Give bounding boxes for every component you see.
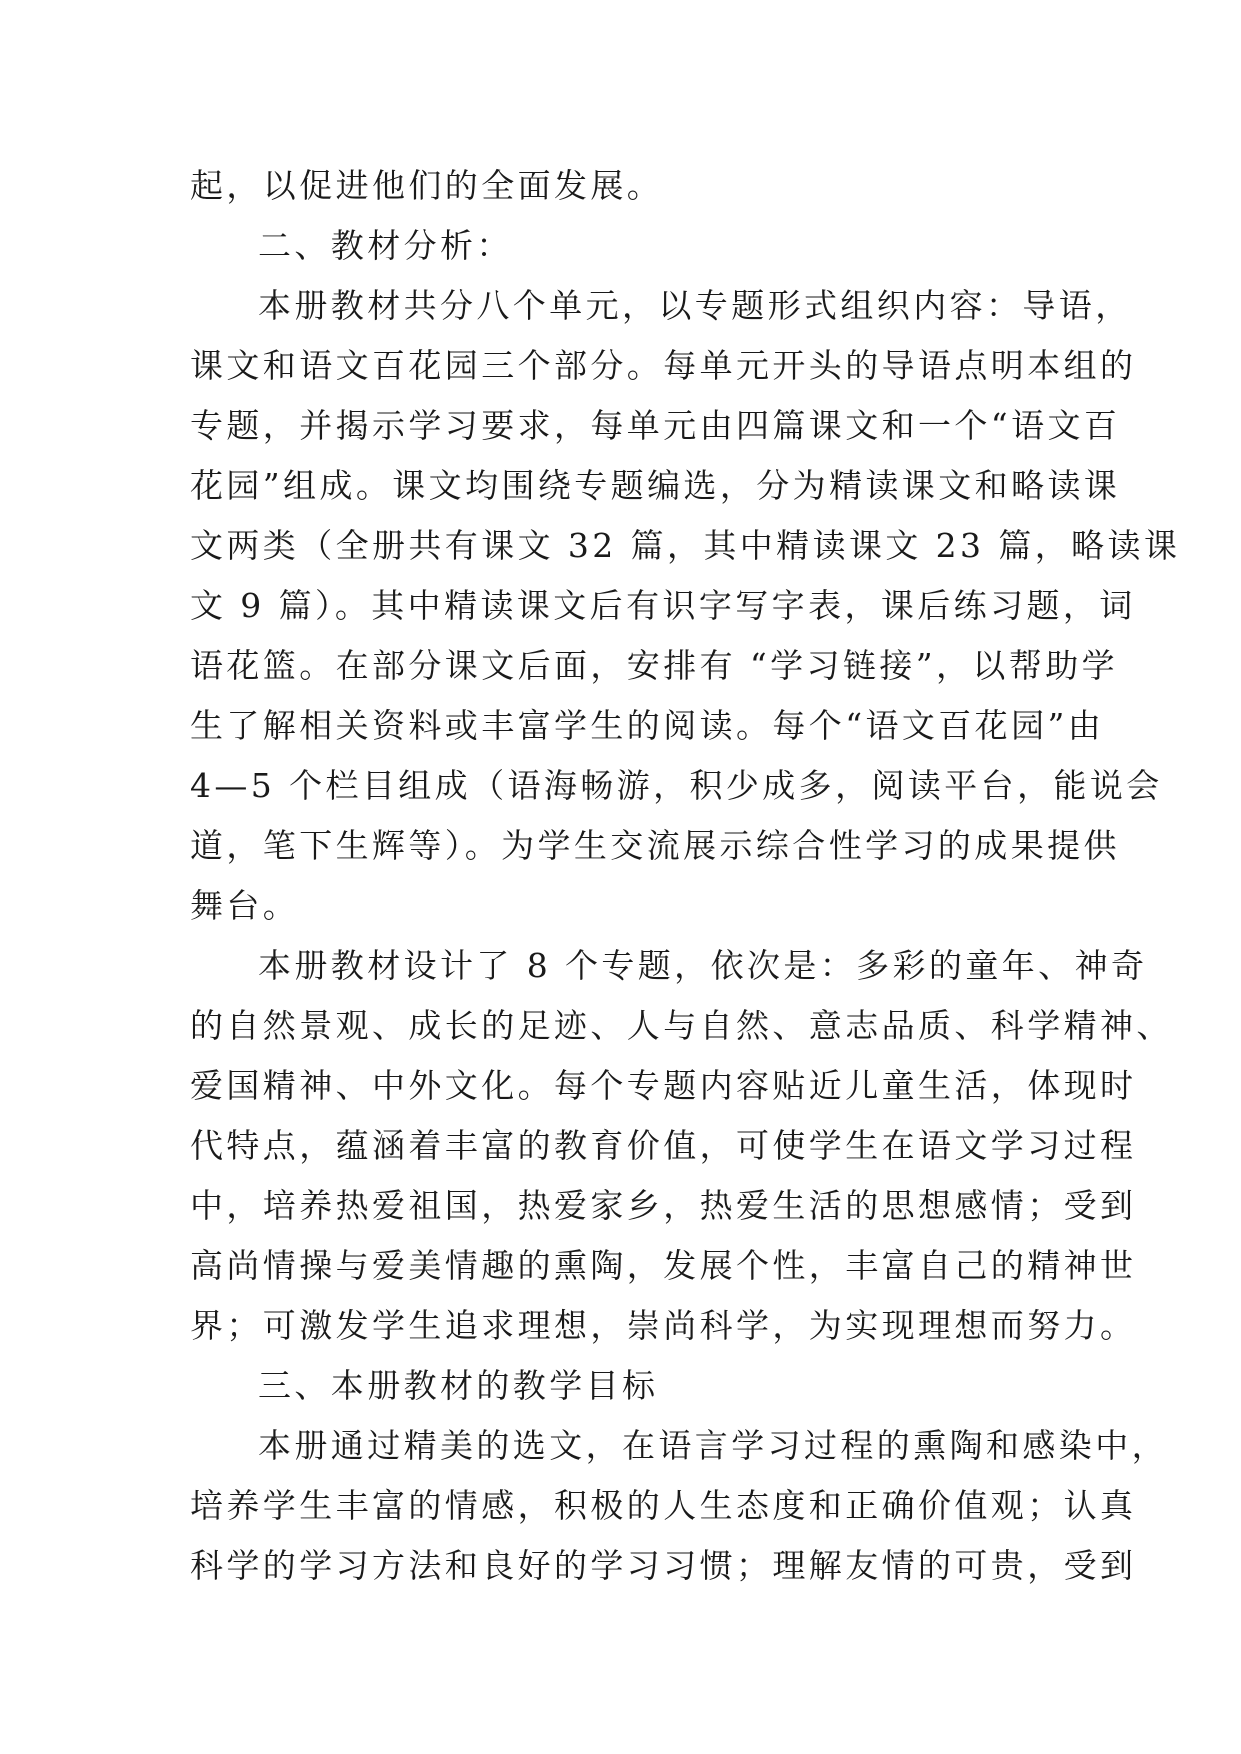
text-line: 本册教材设计了 8 个专题，依次是：多彩的童年、神奇	[258, 946, 1148, 985]
document-page	[190, 156, 1181, 1596]
text-line: 代特点，蕴涵着丰富的教育价值，可使学生在语文学习过程	[190, 1126, 1137, 1165]
text-line: 本册通过精美的选文，在语言学习过程的熏陶和感染中，	[258, 1426, 1168, 1465]
text-line: 起，以促进他们的全面发展。	[190, 166, 664, 205]
section-heading: 三、本册教材的教学目标	[258, 1366, 659, 1405]
text-line: 的自然景观、成长的足迹、人与自然、意志品质、科学精神、	[190, 1006, 1173, 1045]
text-line: 生了解相关资料或丰富学生的阅读。每个“语文百花园”由	[190, 706, 1105, 745]
text-line: 语花篮。在部分课文后面，安排有 “学习链接”，以帮助学	[190, 646, 1119, 685]
text-line: 道，笔下生辉等）。为学生交流展示综合性学习的成果提供	[190, 826, 1120, 865]
text-line: 专题，并揭示学习要求，每单元由四篇课文和一个“语文百	[190, 406, 1121, 445]
text-line: 4—5 个栏目组成（语海畅游，积少成多，阅读平台，能说会	[190, 766, 1163, 805]
section-heading: 二、教材分析：	[258, 226, 513, 265]
text-line: 文两类（全册共有课文 32 篇，其中精读课文 23 篇，略读课	[190, 526, 1181, 565]
text-line: 科学的学习方法和良好的学习习惯；理解友情的可贵，受到	[190, 1546, 1137, 1585]
text-line: 课文和语文百花园三个部分。每单元开头的导语点明本组的	[190, 346, 1137, 385]
text-line: 培养学生丰富的情感，积极的人生态度和正确价值观；认真	[190, 1486, 1137, 1525]
text-line: 中，培养热爱祖国，热爱家乡，热爱生活的思想感情；受到	[190, 1186, 1137, 1225]
text-line: 界；可激发学生追求理想，崇尚科学，为实现理想而努力。	[190, 1306, 1137, 1345]
text-line: 花园”组成。课文均围绕专题编选，分为精读课文和略读课	[190, 466, 1121, 505]
text-line: 文 9 篇）。其中精读课文后有识字写字表，课后练习题，词	[190, 586, 1136, 625]
text-line: 本册教材共分八个单元，以专题形式组织内容：导语，	[258, 286, 1132, 325]
text-line: 高尚情操与爱美情趣的熏陶，发展个性，丰富自己的精神世	[190, 1246, 1137, 1285]
text-line: 爱国精神、中外文化。每个专题内容贴近儿童生活，体现时	[190, 1066, 1137, 1105]
text-line: 舞台。	[190, 886, 300, 925]
